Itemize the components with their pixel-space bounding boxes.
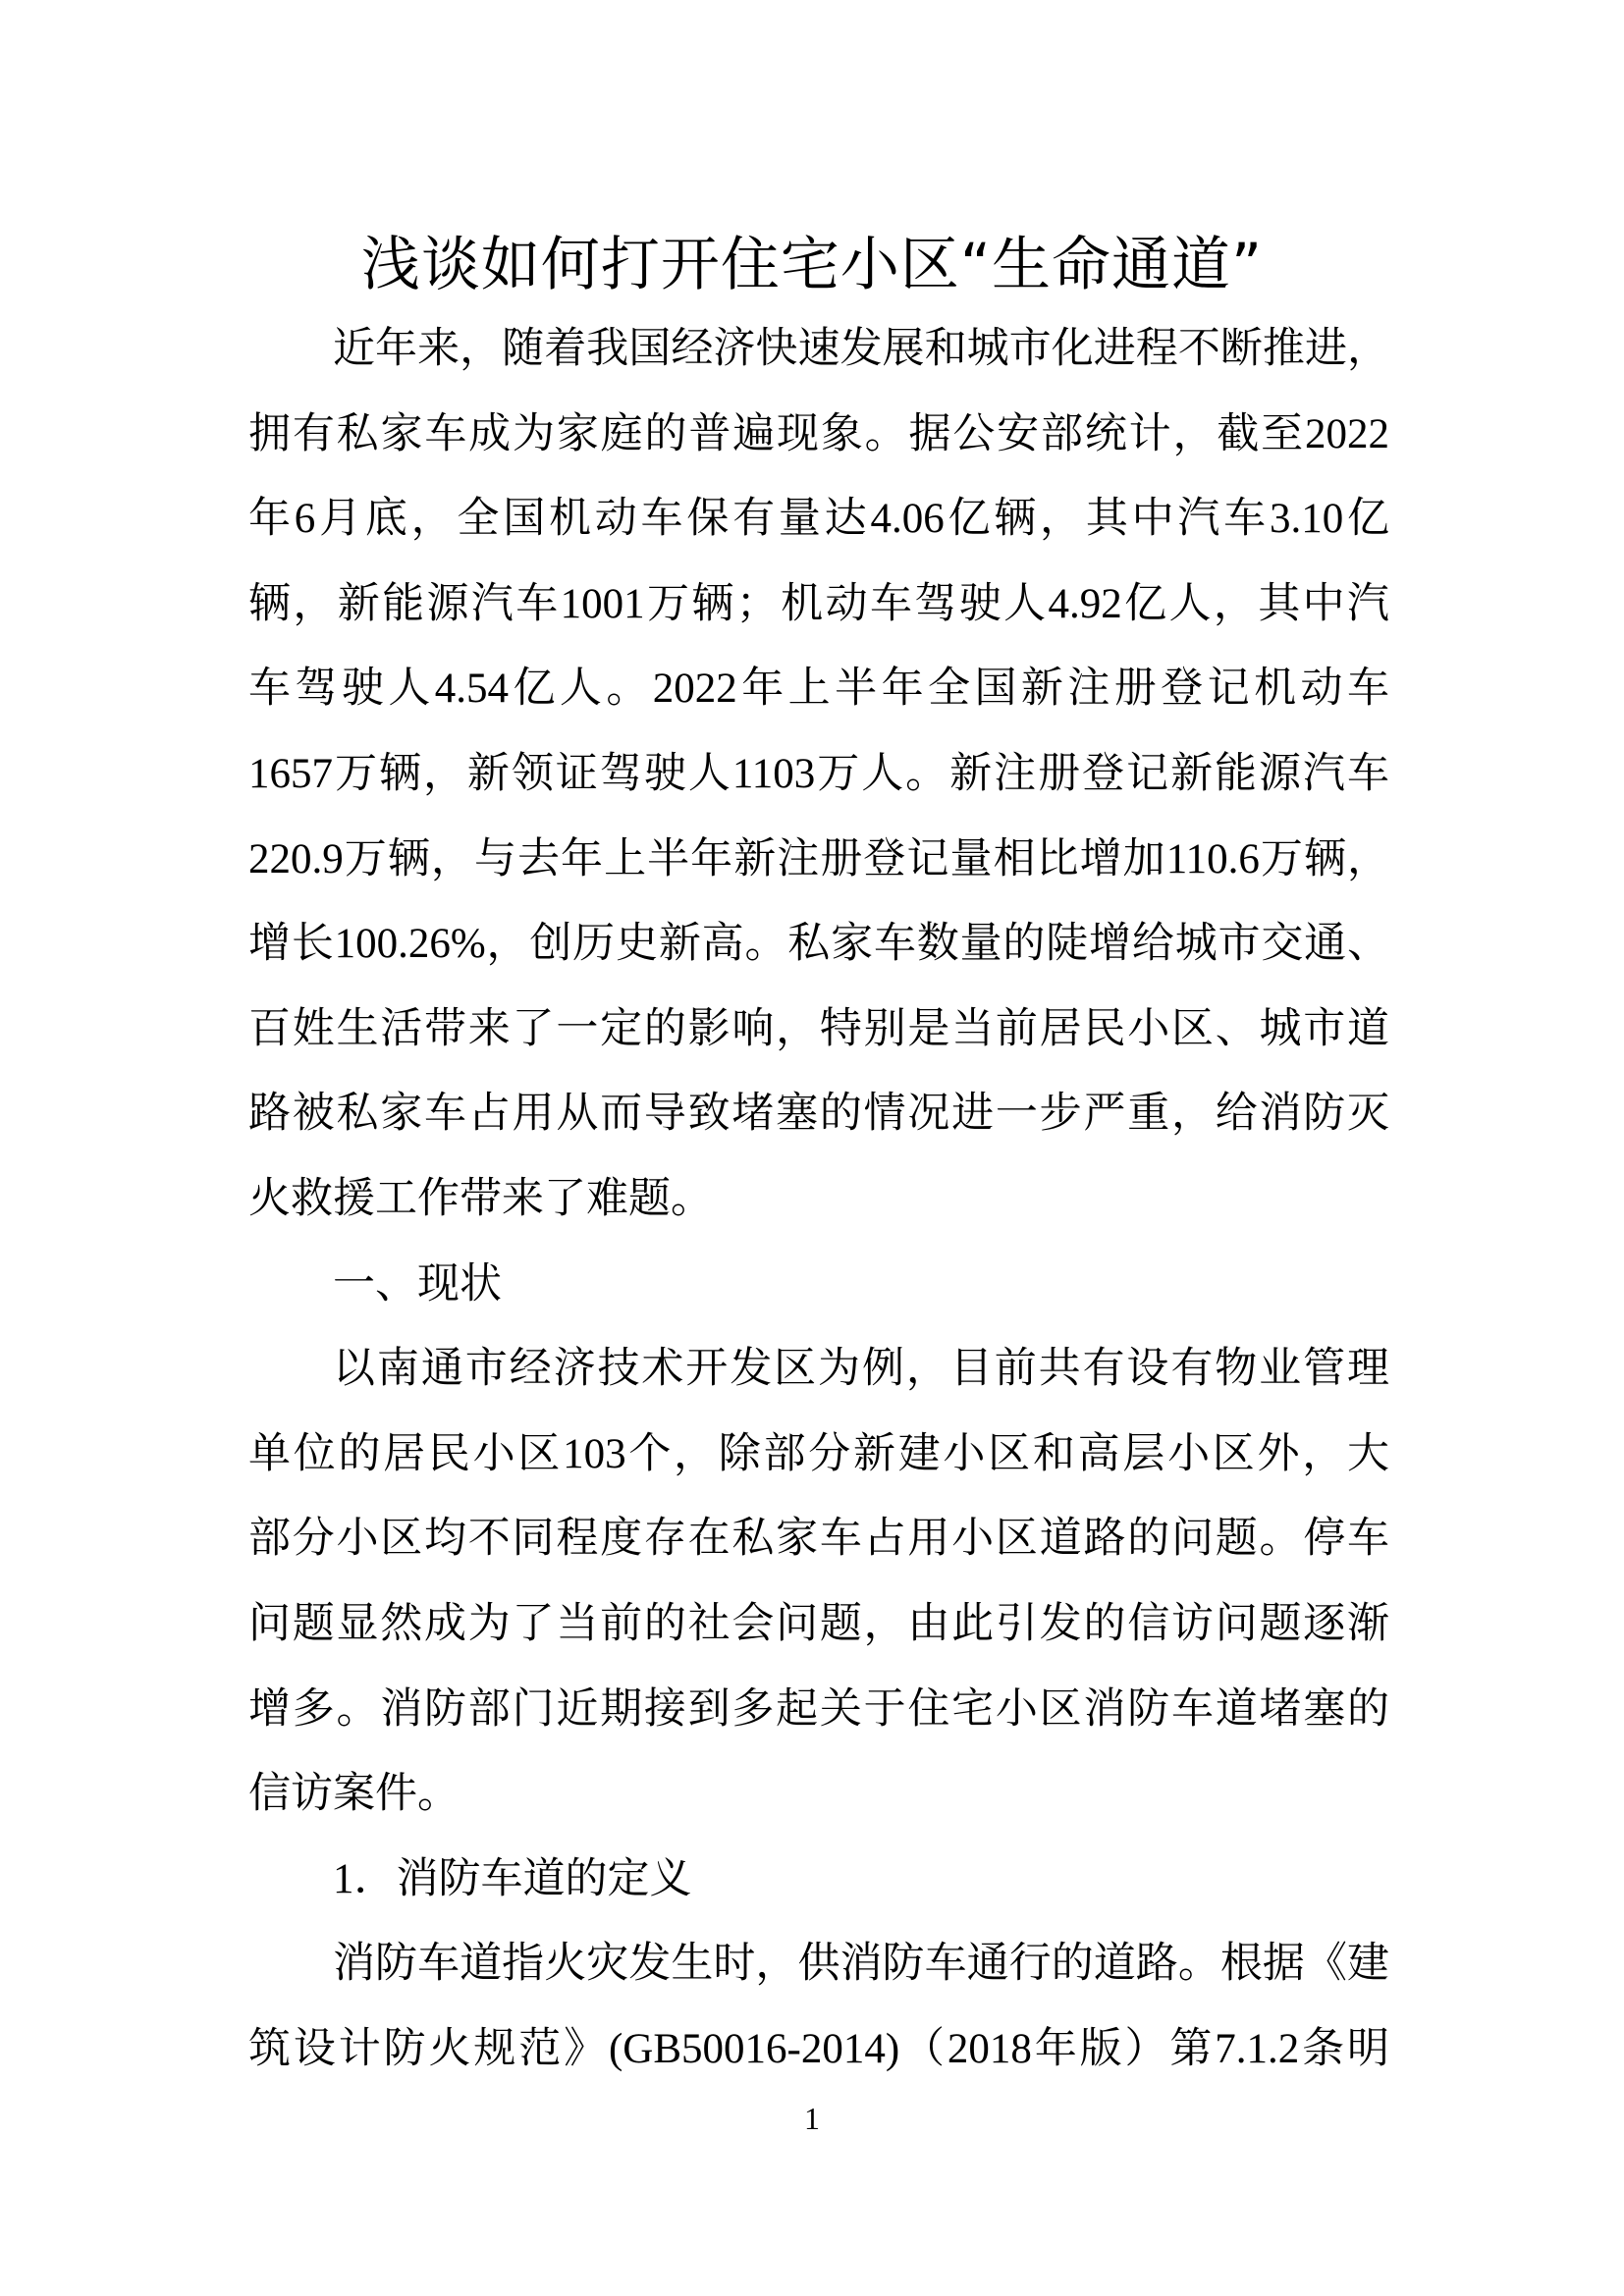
section-heading [248, 1838, 1389, 1923]
text-line: 增长100.26%，创历史新高。私家车数量的陡增给城市交通、 [248, 921, 1389, 968]
text-line: 近年来，随着我国经济快速发展和城市化进程不断推进， [333, 326, 1389, 372]
section-heading [248, 1243, 1389, 1328]
text-line: 问题显然成为了当前的社会问题，由此引发的信访问题逐渐 [248, 1600, 1389, 1647]
text-line: 1657万辆，新领证驾驶人1103万人。新注册登记新能源汽车 [248, 750, 1389, 797]
text-line: 以南通市经济技术开发区为例，目前共有设有物业管理 [333, 1346, 1389, 1393]
document-title: 浅谈如何打开住宅小区“生命通道” [360, 231, 1264, 299]
paragraph [248, 1327, 1389, 1838]
text-line: 单位的居民小区103个，除部分新建小区和高层小区外，大 [248, 1430, 1389, 1477]
text-line: 消防车道指火灾发生时，供消防车通行的道路。根据《建 [333, 1941, 1389, 1988]
text-line: 百姓生活带来了一定的影响，特别是当前居民小区、城市道 [248, 1005, 1389, 1052]
text-line: 年6月底，全国机动车保有量达4.06亿辆，其中汽车3.10亿 [248, 496, 1389, 543]
page-number: 1 [804, 2101, 820, 2136]
text-line: 部分小区均不同程度存在私家车占用小区道路的问题。停车 [248, 1516, 1389, 1563]
paragraph [248, 1922, 1389, 2092]
document-body [248, 307, 1389, 2092]
paragraph [248, 307, 1389, 1243]
text-line: 增多。消防部门近期接到多起关于住宅小区消防车道堵塞的 [248, 1685, 1389, 1733]
text-line: 车驾驶人4.54亿人。2022年上半年全国新注册登记机动车 [248, 666, 1389, 713]
text-line: 筑设计防火规范》(GB50016-2014)（2018年版）第7.1.2条明 [248, 2025, 1389, 2072]
text-line: 路被私家车占用从而导致堵塞的情况进一步严重，给消防灭 [248, 1091, 1389, 1138]
text-line: 信访案件。 [248, 1771, 460, 1818]
text-line: 拥有私家车成为家庭的普遍现象。据公安部统计，截至2022 [248, 410, 1389, 457]
text-line: 一、现状 [333, 1260, 502, 1308]
text-line: 辆，新能源汽车1001万辆；机动车驾驶人4.92亿人，其中汽 [248, 580, 1389, 627]
text-line: 1．消防车道的定义 [333, 1855, 692, 1902]
text-line: 220.9万辆，与去年上半年新注册登记量相比增加110.6万辆， [248, 835, 1389, 882]
text-line: 火救援工作带来了难题。 [248, 1175, 713, 1222]
